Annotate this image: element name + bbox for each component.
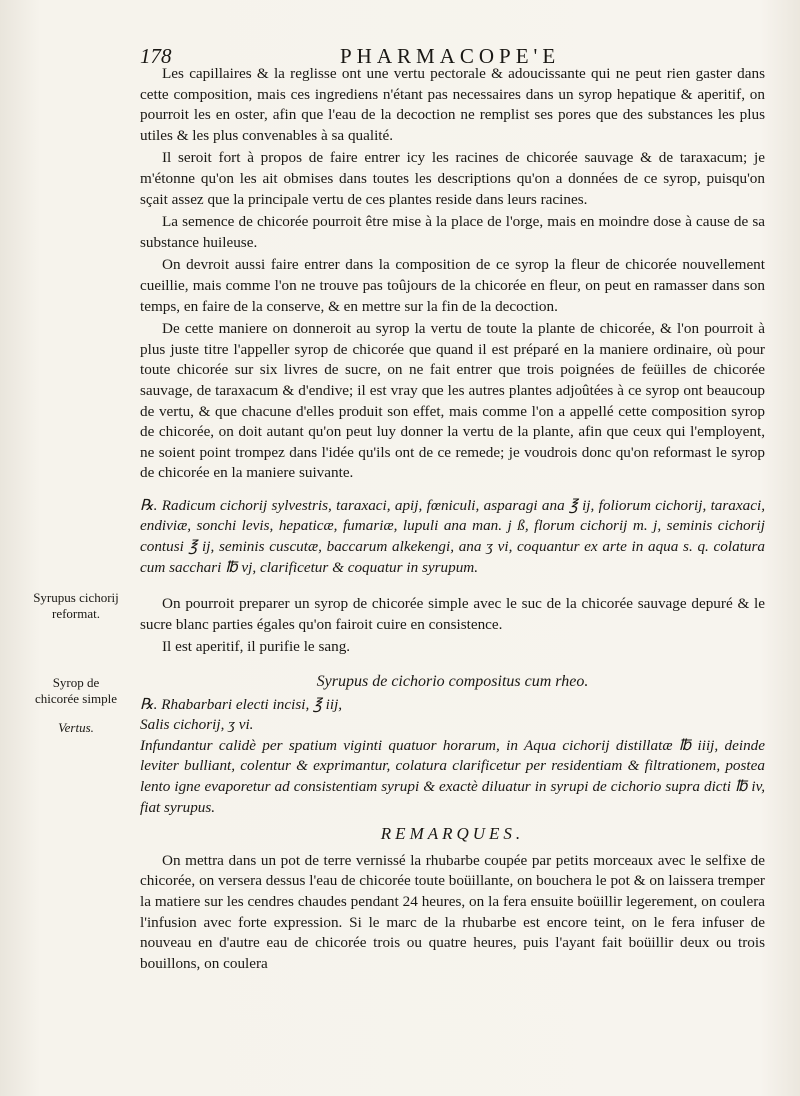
paragraph-maniere: De cette maniere on donneroit au syrop la vertu de toute la plante de chicorée, & l'on pourroit à plus juste titre l'appeller syrop de chicorée que quand il est préparé en la maniere ordinaire, où pour toute chicorée sur six livres de sucre, on ne fait entrer que trois poignées de feüilles de chicorée sauvage, de taraxacum & d'endive; il est vray que les autres plantes adjoûtées à ce syrop ont beaucoup de vertu, & que chacune d'elles produit son effet, mais comme l'on a appellé cette composition syrop de chicorée, on doit autant qu'on peut luy donner la vertu de la plante, afin que ceux qui l'employent, ne soient point trompez dans l'idée qu'ils ont de ce remede; je voudrois donc qu'on reformast le syrop de chicorée en la maniere suivante. — [140, 320, 765, 482]
body-text — [140, 64, 765, 976]
paragraph-capillaires: Les capillaires & la reglisse ont une vertu pectorale & adoucissante qui ne peut rien gaster dans cette composition, mais ces ingrediens n'étant pas necessaires dans un syrop hepatique & aperitif, on pourroit les en oster, afin que l'eau de la decoction ne remplist ses pores que des substances les plus utiles & les plus convenables à sa qualité. — [140, 65, 765, 144]
paragraph-syrop-simple: On pourroit preparer un syrop de chicorée simple avec le suc de la chicorée sauvage depuré & le sucre blanc parties égales qu'on fairoit cuire en consistence. — [140, 595, 765, 633]
paragraph-remarques: On mettra dans un pot de terre vernissé la rhubarbe coupée par petits morceaux avec le selfixe de chicorée, on versera dessus l'eau de chicorée toute boüillante, on bouchera le pot & on laissera tremper la matiere sur les cendres chaudes pendant 24 heures, on la fera ensuite boüillir legerement, on coulera l'infusion avec forte expression. Si le marc de la rhubarbe est encore teint, on le fera infuser de nouveau en d'autre eau de chicorée trois ou quatre heures, puis l'ayant fait boüillir deux ou trois bouillons, on coulera — [140, 851, 765, 972]
margin-note-reformat: Syrupus cichorij reformat. — [33, 590, 119, 621]
margin-note-simple: Syrop de chicorée simple — [35, 675, 117, 706]
paragraph-vertus: Il est aperitif, il purifie le sang. — [162, 638, 351, 656]
page-number: 178 — [140, 44, 172, 68]
recipe2-title: Syrupus de cichorio compositus cum rheo. — [316, 673, 589, 691]
margin-note-vertus: Vertus. — [58, 720, 94, 735]
recipe-syrupus-reformatus: ℞. Radicum cichorij sylvestris, taraxaci, apij, fœniculi, asparagi ana ℥ ij, foliorum cichorij, taraxaci, endiviæ, sonchi levis, hepaticæ, fumariæ, lupuli ana man. j ß, florum cichorij m. j, seminis cichorij contusi ℥ ij, seminis cuscutæ, baccarum alkekengi, ana ʒ vi, coquantur ex arte in aqua s. q. colatura cum sacchari ℔ vj, clarificetur & coquatur in syrupum. — [140, 496, 765, 576]
paragraph-fleur: On devroit aussi faire entrer dans la composition de ce syrop la fleur de chicorée nouvellement cueillie, mais comme l'on ne trouve pas toûjours de la chicorée en fleur, on peut en ramasser dans son temps, en faire de la conserve, & en mettre sur la fin de la decoction. — [140, 256, 765, 315]
recipe2-line-3: Infundantur calidè per spatium viginti quatuor horarum, in Aqua cichorij distillatæ ℔ iiij, deinde leviter bulliant, colentur & exprimantur, colatura clarificetur per residentiam & filtrationem, postea lento igne evaporetur ad consistentiam syrupi & exactè diluatur in syrupi de cichorio supra dicti ℔ iv, fiat syrupus. — [140, 736, 765, 816]
recipe2-line-1: ℞. Rhabarbari electi incisi, ℥ iij, — [140, 695, 343, 713]
paragraph-semence: La semence de chicorée pourroit être mise à la place de l'orge, mais en moindre dose à cause de sa substance huileuse. — [140, 213, 765, 251]
paragraph-racines: Il seroit fort à propos de faire entrer icy les racines de chicorée sauvage & de taraxacum; je m'étonne qu'on les ait obmises dans toutes les descriptions qu'on a données de ce syrop, puisqu'on sçait assez que la principale vertu de ces plantes reside dans leurs racines. — [140, 149, 765, 208]
remarques-heading: REMARQUES. — [380, 824, 525, 844]
header-title: PHARMACOPE'E — [340, 44, 561, 68]
recipe2-line-2: Salis cichorij, ʒ vi. — [140, 716, 254, 734]
